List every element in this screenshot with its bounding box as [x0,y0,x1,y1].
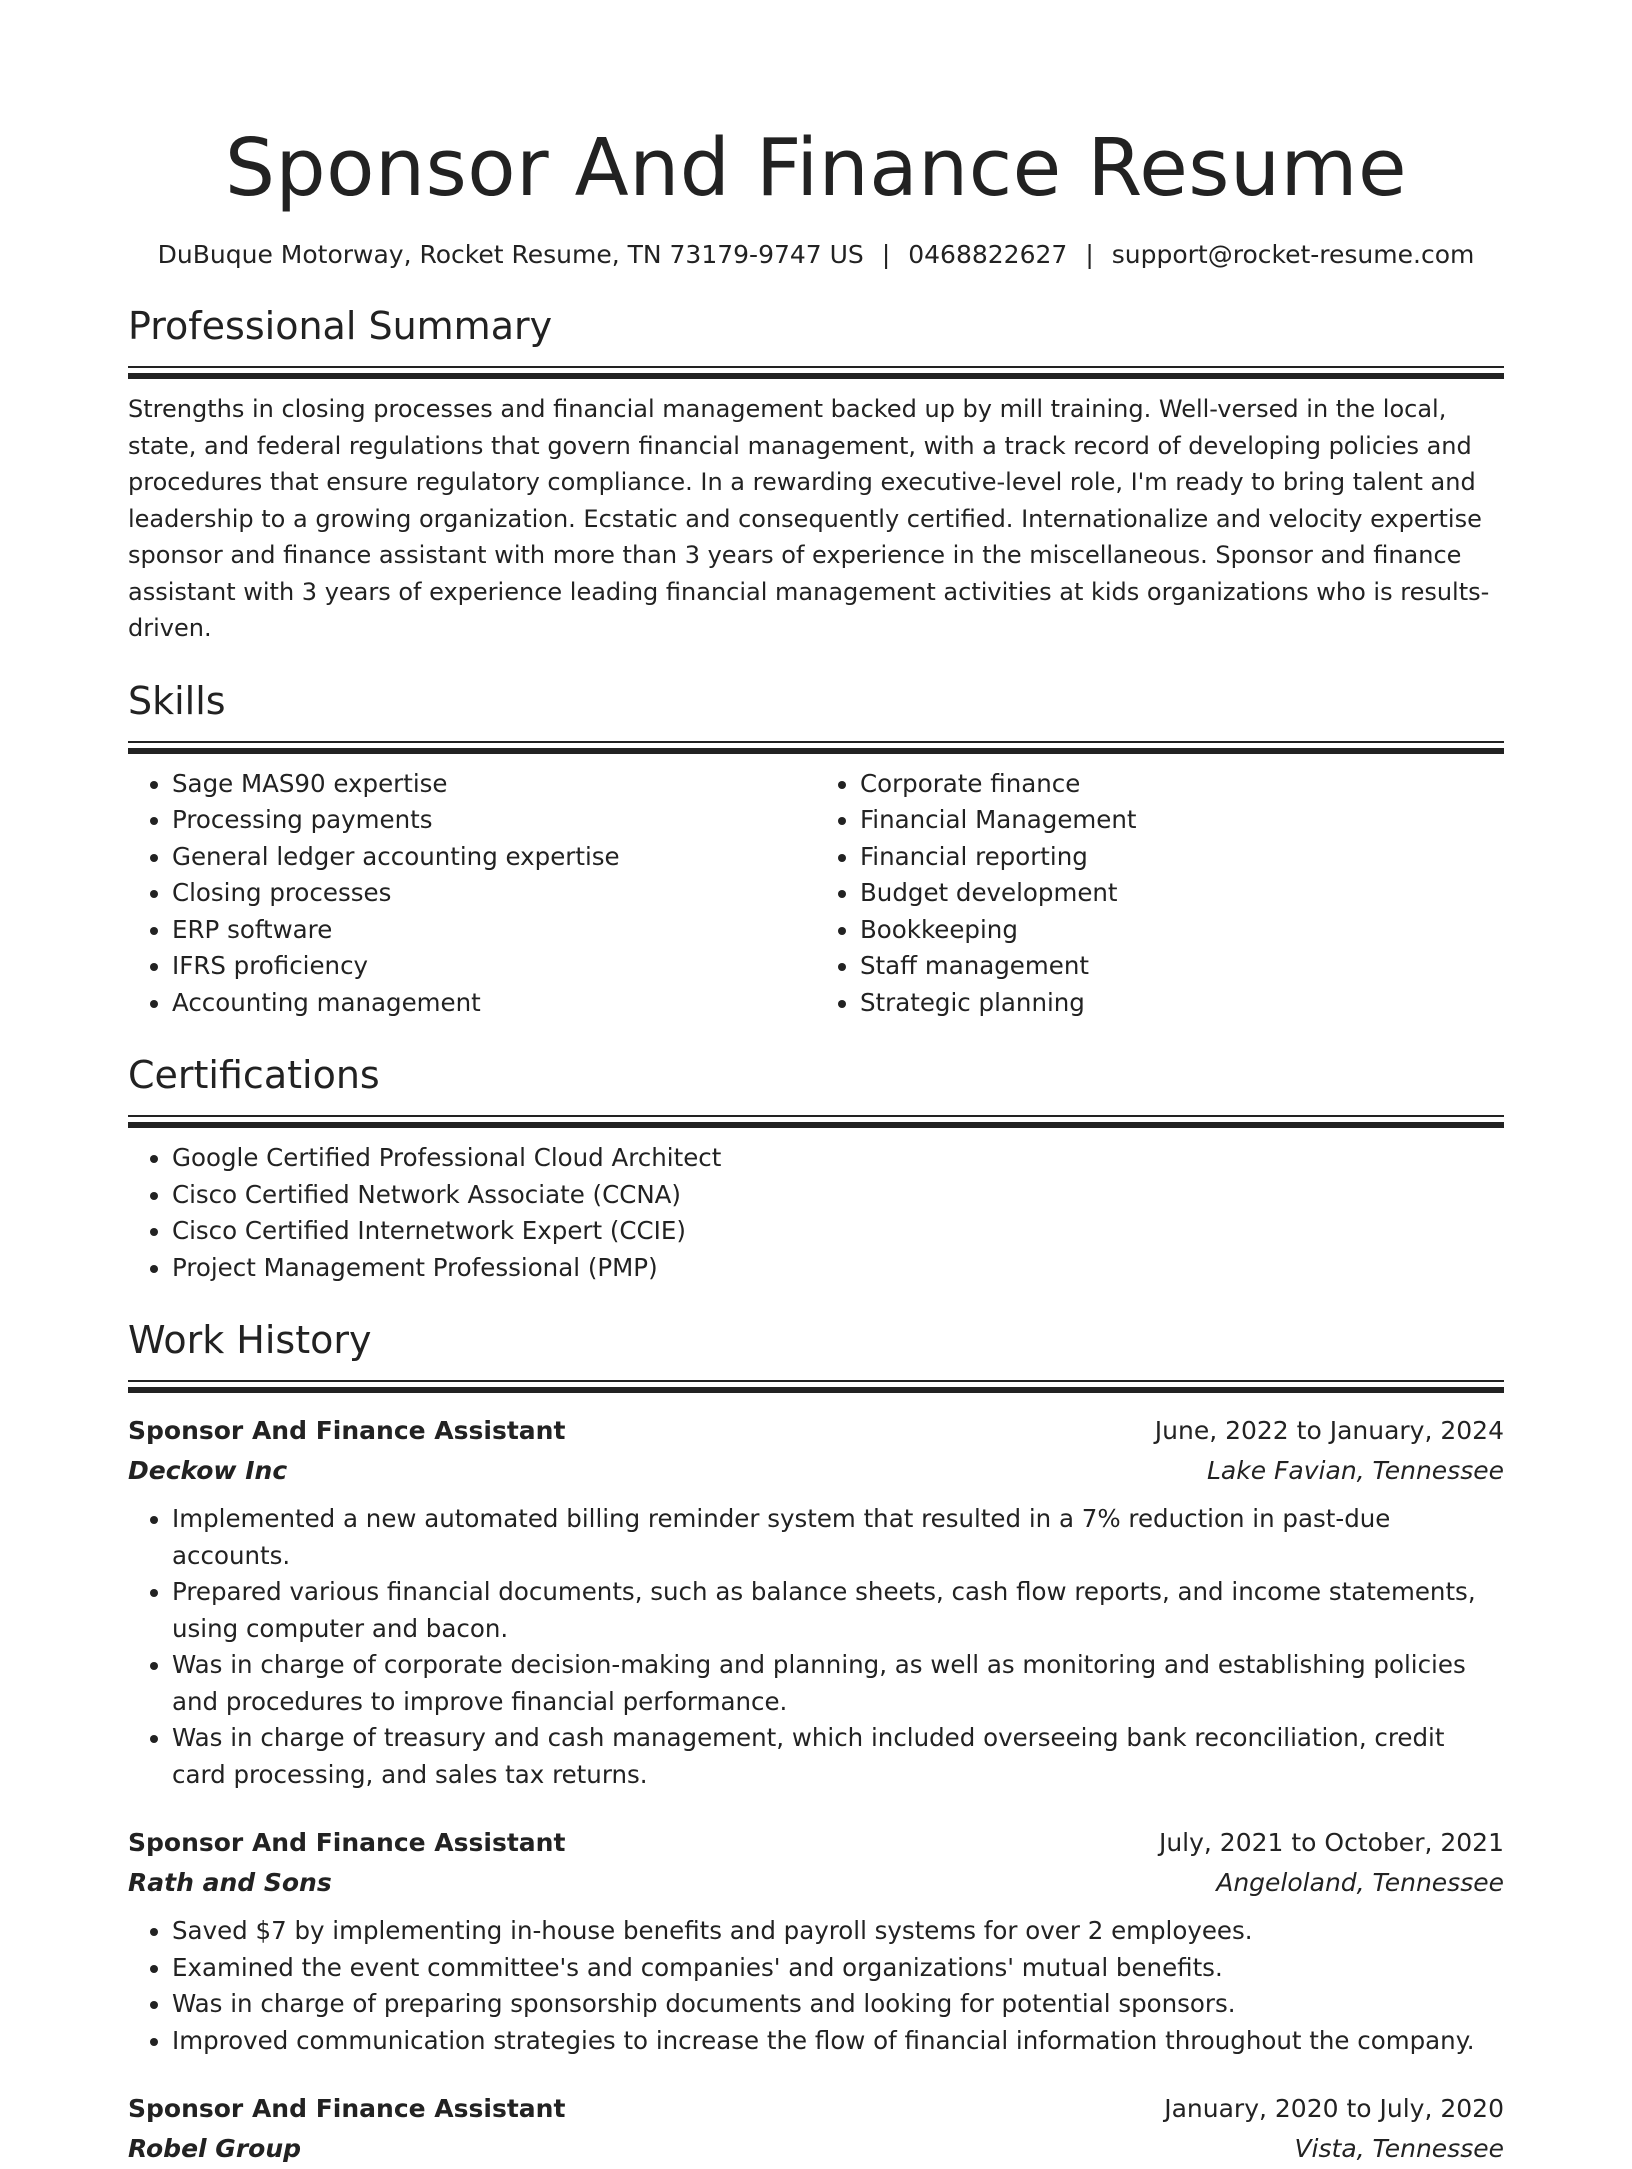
job-bullets [128,1501,1504,1793]
job-bullet: • Was in charge of treasury and cash management, which included overseeing bank reconciliation, credit card processing, and sales tax returns. [172,1720,1504,1793]
skill-item: • Strategic planning [860,985,1504,1022]
skill-item: • Budget development [860,875,1504,912]
job-header-row [128,2089,1504,2129]
skill-item: • Accounting management [172,985,816,1022]
job-dates: January, 2020 to July, 2020 [1164,2094,1504,2123]
section-rule-thin [128,366,1504,368]
skills-section [128,675,1504,1022]
job-header-row [128,1823,1504,1863]
skills-list-left [128,766,816,1022]
job-company: Rath and Sons [128,1868,332,1897]
contact-phone: 0468822627 [908,240,1068,269]
job-location: Lake Favian, Tennessee [1207,1456,1504,1485]
job-bullet: • Prepared various financial documents, such as balance sheets, cash flow reports, and income statements, using computer and bacon. [172,1574,1504,1647]
contact-separator: | [881,240,891,269]
certification-item: • Google Certified Professional Cloud Architect [172,1140,1504,1177]
skill-item: • IFRS proficiency [172,948,816,985]
skill-item: • Financial reporting [860,839,1504,876]
job-bullets [128,1913,1504,2059]
job-header-row [128,1411,1504,1451]
section-rule-thick [128,1122,1504,1128]
job-entry [128,1411,1504,1793]
job-bullet: • Saved $7 by implementing in-house benefits and payroll systems for over 2 employees. [172,1913,1504,1950]
job-location: Angeloland, Tennessee [1216,1868,1504,1897]
job-bullet: • Improved communication strategies to increase the flow of financial information throughout the company. [172,2023,1504,2060]
skill-item: • Sage MAS90 expertise [172,766,816,803]
work-history-section [128,1314,1504,2169]
summary-section [128,300,1504,647]
skill-item: • General ledger accounting expertise [172,839,816,876]
job-entry [128,2089,1504,2169]
section-rule-thin [128,1380,1504,1382]
section-rule-thin [128,741,1504,743]
contact-separator: | [1085,240,1094,269]
job-bullet: • Examined the event committee's and companies' and organizations' mutual benefits. [172,1950,1504,1987]
job-dates: June, 2022 to January, 2024 [1154,1416,1504,1445]
section-rule-thick [128,748,1504,754]
certifications-list [128,1140,1504,1286]
skill-item: • ERP software [172,912,816,949]
job-company-row [128,1451,1504,1491]
section-rule-thick [128,1387,1504,1393]
skill-item: • Closing processes [172,875,816,912]
certification-item: • Cisco Certified Internetwork Expert (CCIE) [172,1213,1504,1250]
contact-line [128,238,1504,272]
skill-item: • Financial Management [860,802,1504,839]
skill-item: • Corporate finance [860,766,1504,803]
job-dates: July, 2021 to October, 2021 [1158,1828,1504,1857]
job-title: Sponsor And Finance Assistant [128,1416,566,1445]
certification-item: • Cisco Certified Network Associate (CCNA) [172,1177,1504,1214]
certifications-section [128,1049,1504,1286]
resume-title: Sponsor And Finance Resume [224,122,1408,214]
contact-address: DuBuque Motorway, Rocket Resume, TN 73179-9747 US [157,240,864,269]
job-company-row [128,1863,1504,1903]
skills-grid [128,766,1504,1022]
section-heading: Certifications [128,1053,380,1097]
section-rule-thin [128,1115,1504,1117]
section-heading: Professional Summary [128,304,553,348]
summary-text: Strengths in closing processes and financial management backed up by mill training. Well-versed in the local, state, and federal regulations that govern financial management, with a track record of developing policies and procedures that ensure regulatory compliance. In a rewarding executive-level role, I'm ready to bring talent and leadership to a growing organization. Ecstatic and consequently certified. Internationalize and velocity expertise sponsor and finance assistant with more than 3 years of experience in the miscellaneous. Sponsor and finance assistant with 3 years of experience leading financial management activities at kids organizations who is results-driven. [128,395,1490,642]
section-heading: Skills [128,678,226,723]
section-heading: Work History [128,1318,372,1362]
job-company: Robel Group [128,2134,302,2163]
job-title: Sponsor And Finance Assistant [128,1828,566,1857]
certification-item: • Project Management Professional (PMP) [172,1250,1504,1287]
job-title: Sponsor And Finance Assistant [128,2094,566,2123]
job-company: Deckow Inc [128,1456,288,1485]
skill-item: • Bookkeeping [860,912,1504,949]
job-bullet: • Was in charge of corporate decision-making and planning, as well as monitoring and establishing policies and procedures to improve financial performance. [172,1647,1504,1720]
contact-email: support@rocket-resume.com [1111,240,1475,269]
job-company-row [128,2129,1504,2169]
job-location: Vista, Tennessee [1294,2134,1504,2163]
job-entry [128,1823,1504,2059]
job-bullet: • Implemented a new automated billing reminder system that resulted in a 7% reduction in past-due accounts. [172,1501,1504,1574]
skills-list-right [816,766,1504,1022]
job-bullet: • Was in charge of preparing sponsorship documents and looking for potential sponsors. [172,1986,1504,2023]
section-rule-thick [128,373,1504,379]
skill-item: • Processing payments [172,802,816,839]
skill-item: • Staff management [860,948,1504,985]
